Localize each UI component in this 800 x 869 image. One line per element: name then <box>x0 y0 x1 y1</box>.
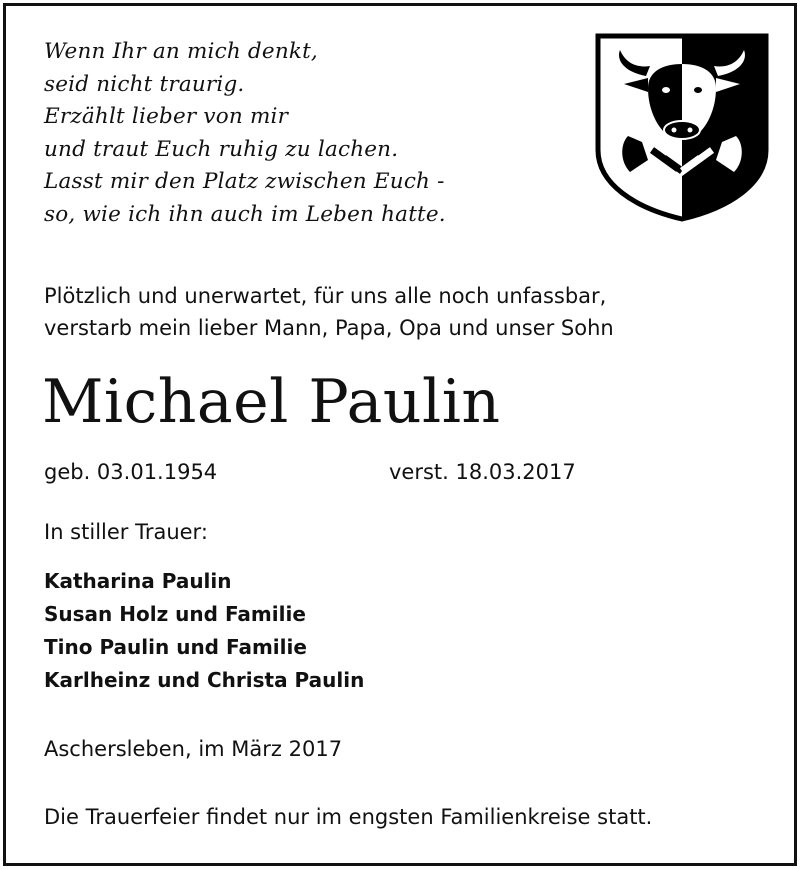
announcement-text <box>44 280 614 344</box>
funeral-note: Die Trauerfeier findet nur im engsten Familienkreise statt. <box>44 805 653 829</box>
coat-of-arms-icon <box>594 32 770 222</box>
poem-line: Erzählt lieber von mir <box>44 104 289 129</box>
mourning-heading: In stiller Trauer: <box>44 520 208 544</box>
mourner-name: Susan Holz und Familie <box>44 602 306 626</box>
poem-line: so, wie ich ihn auch im Leben hatte. <box>44 201 446 227</box>
death-date: verst. 18.03.2017 <box>389 460 576 484</box>
mourner-name: Tino Paulin und Familie <box>44 635 307 659</box>
birth-date: geb. 03.01.1954 <box>44 460 218 484</box>
poem-line: Lasst mir den Platz zwischen Euch - <box>44 169 445 194</box>
mourners-list <box>44 565 364 697</box>
poem-line: Wenn Ihr an mich denkt, <box>44 39 318 64</box>
poem-line: seid nicht traurig. <box>44 71 245 97</box>
deceased-name: Michael Paulin <box>42 367 501 437</box>
mourner-name: Katharina Paulin <box>44 569 232 593</box>
announcement-line: verstarb mein lieber Mann, Papa, Opa und unser Sohn <box>44 316 614 340</box>
poem <box>44 36 446 231</box>
place-and-date: Aschersleben, im März 2017 <box>44 737 343 761</box>
mourner-name: Karlheinz und Christa Paulin <box>44 668 365 692</box>
poem-line: und traut Euch ruhig zu lachen. <box>44 136 399 162</box>
announcement-line: Plötzlich und unerwartet, für uns alle noch unfassbar, <box>44 284 607 308</box>
